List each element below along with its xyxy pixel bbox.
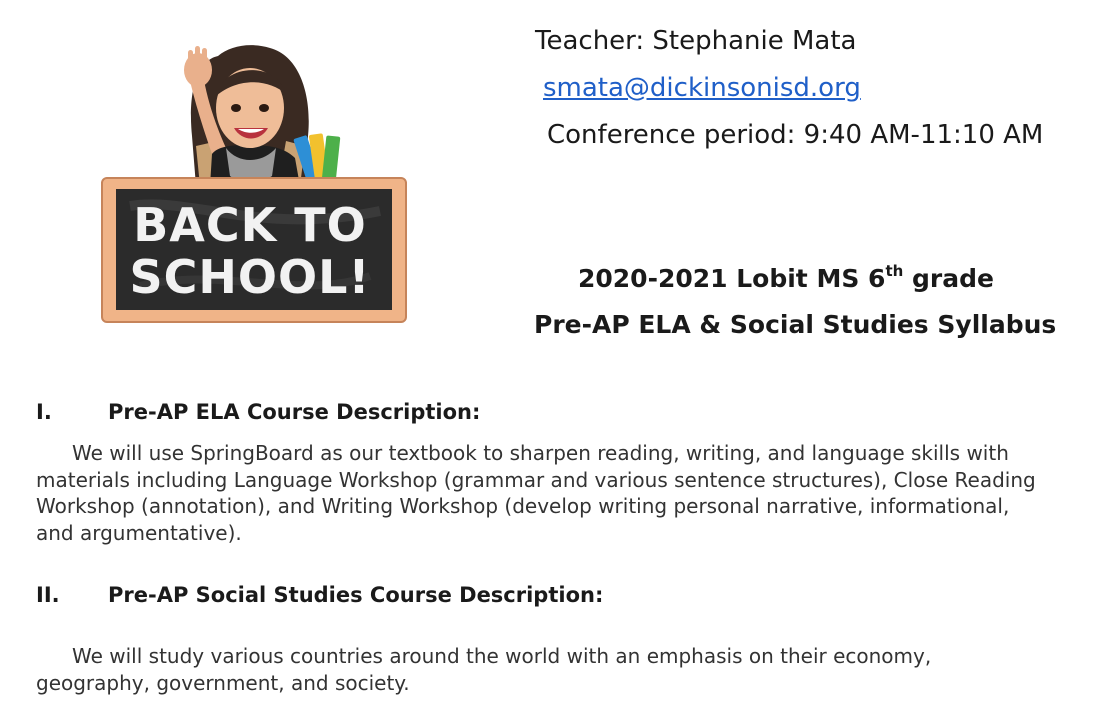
syllabus-grade-text: grade [903, 264, 994, 293]
section-1-numeral: I. [36, 400, 52, 424]
section-1-body: We will use SpringBoard as our textbook to sharpen reading, writing, and language skills with materials including Language Workshop (grammar and various sentence structures), Close Reading Workshop (annotation), and Writing Workshop (develop writing personal narrative, informational, and argumentative). [36, 441, 1036, 545]
syllabus-year-grade [578, 262, 994, 293]
conference-period: Conference period: 9:40 AM-11:10 AM [547, 120, 1044, 150]
board-line-2: SCHOOL! [129, 250, 371, 304]
back-to-school-illustration [100, 36, 410, 326]
syllabus-title: Pre-AP ELA & Social Studies Syllabus [534, 310, 1057, 339]
board-line-1: BACK TO [133, 198, 367, 252]
section-2-numeral: II. [36, 583, 60, 607]
section-1-heading: Pre-AP ELA Course Description: [108, 400, 481, 424]
syllabus-year-text: 2020-2021 Lobit MS 6 [578, 264, 886, 293]
section-2-heading: Pre-AP Social Studies Course Description: [108, 583, 604, 607]
teacher-email-link[interactable]: smata@dickinsonisd.org [543, 73, 861, 103]
teacher-name: Teacher: Stephanie Mata [535, 26, 857, 56]
grade-ordinal-suffix: th [885, 262, 904, 280]
section-2-body: We will study various countries around the world with an emphasis on their economy, geography, government, and society. [36, 644, 932, 695]
